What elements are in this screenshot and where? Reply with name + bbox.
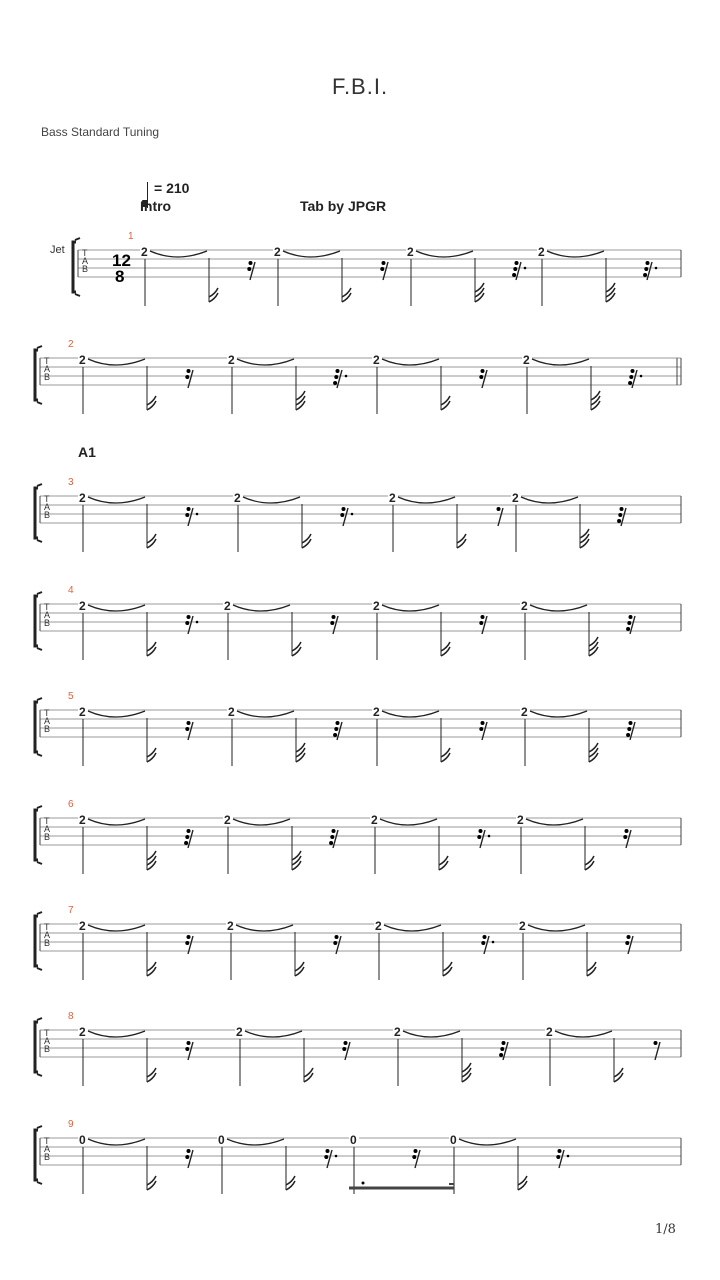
fret-number: 2 (228, 353, 235, 367)
rest-flag (380, 267, 384, 271)
rest-flag (620, 507, 624, 511)
rest-flag (479, 829, 483, 833)
fret-number: 2 (234, 491, 241, 505)
clef-letter: A (44, 716, 51, 726)
clef-letter: B (44, 938, 51, 948)
rest-flag (627, 935, 631, 939)
fret-number: 2 (79, 919, 86, 933)
rest-flag (187, 615, 191, 619)
bracket-hook (37, 968, 42, 970)
fret-number: 0 (218, 1133, 225, 1147)
rest-flag (333, 941, 337, 945)
tie-arc (88, 1031, 145, 1037)
tie-arc (521, 497, 578, 503)
rest-flag (185, 621, 189, 625)
page-number: 1/8 (655, 1222, 676, 1237)
tie-arc (227, 1139, 284, 1145)
rest-flag (643, 273, 647, 277)
tie-arc (150, 251, 207, 257)
fret-number: 2 (407, 245, 414, 259)
rest-flag (558, 1149, 562, 1153)
tie-arc (459, 1139, 516, 1145)
clef-letter: A (82, 256, 89, 266)
staff-bracket (35, 1022, 38, 1072)
rest-flag (646, 261, 650, 265)
rest-flag (324, 1155, 328, 1159)
tab-credit: Tab by JPGR (300, 198, 387, 214)
clef-letter: B (82, 264, 89, 274)
fret-number: 2 (274, 245, 281, 259)
rest-flag (330, 835, 334, 839)
rest-flag (187, 721, 191, 725)
rest-flag (479, 375, 483, 379)
clef-letter: T (44, 602, 50, 612)
rest-flag (184, 841, 188, 845)
fret-number: 2 (79, 1025, 86, 1039)
fret-number: 2 (79, 491, 86, 505)
bar-number: 4 (68, 585, 74, 596)
bar-number: 3 (68, 477, 74, 488)
tie-arc (398, 497, 455, 503)
tie-arc (526, 819, 583, 825)
bracket-hook (37, 402, 42, 404)
rest-flag (617, 519, 621, 523)
fret-number: 2 (538, 245, 545, 259)
bar-number: 1 (128, 231, 134, 242)
rest-flag (513, 267, 517, 271)
tie-arc (382, 711, 439, 717)
staff-bracket (35, 916, 38, 966)
rest-flag (479, 727, 483, 731)
rest-flag (185, 513, 189, 517)
bracket-hook (37, 1074, 42, 1076)
rest-flag (187, 369, 191, 373)
fret-number: 2 (373, 599, 380, 613)
tie-arc (236, 925, 293, 931)
instrument-name: Jet (50, 244, 65, 256)
tie-arc (528, 925, 585, 931)
fret-number: 2 (521, 599, 528, 613)
rest-flag (414, 1149, 418, 1153)
staff-bracket (35, 488, 38, 538)
rest-flag (627, 621, 631, 625)
clef-letter: T (44, 494, 50, 504)
fret-number: 0 (450, 1133, 457, 1147)
fret-number: 2 (224, 599, 231, 613)
rest-flag (342, 1047, 346, 1051)
rest-flag (515, 261, 519, 265)
fret-number: 2 (521, 705, 528, 719)
clef-letter: T (44, 1136, 50, 1146)
rest-flag (483, 935, 487, 939)
bracket-hook (37, 698, 42, 700)
tie-arc (237, 359, 294, 365)
rest-flag (481, 941, 485, 945)
bracket-hook (37, 592, 42, 594)
bracket-hook (37, 540, 42, 542)
rest-flag (654, 1041, 658, 1045)
tie-arc (416, 251, 473, 257)
tie-arc (382, 605, 439, 611)
rest-flag (497, 507, 501, 511)
tie-arc (233, 819, 290, 825)
rest-dot (640, 375, 643, 378)
fret-number: 2 (371, 813, 378, 827)
fret-number: 2 (389, 491, 396, 505)
rest-flag (512, 273, 516, 277)
bracket-hook (75, 238, 80, 240)
rest-flag (481, 721, 485, 725)
rest-flag (340, 513, 344, 517)
clef-letter: T (82, 248, 88, 258)
bracket-hook (37, 806, 42, 808)
fret-number: 2 (523, 353, 530, 367)
rest-flag (185, 835, 189, 839)
tie-arc (88, 1139, 145, 1145)
fret-number: 2 (79, 813, 86, 827)
bar-number: 6 (68, 799, 74, 810)
rest-flag (627, 727, 631, 731)
tie-arc (530, 711, 587, 717)
rest-flag (500, 1047, 504, 1051)
rest-flag (332, 615, 336, 619)
section-label-intro: Intro (140, 198, 172, 214)
rest-dot (351, 513, 354, 516)
fret-number: 0 (79, 1133, 86, 1147)
rest-flag (644, 267, 648, 271)
beam-dot (362, 1182, 365, 1185)
staff-bracket (35, 702, 38, 752)
rest-flag (631, 369, 635, 373)
staff-bracket (35, 596, 38, 646)
rest-flag (330, 621, 334, 625)
bar-number: 5 (68, 691, 74, 702)
rest-flag (187, 935, 191, 939)
rest-flag (629, 615, 633, 619)
rest-flag (481, 369, 485, 373)
fret-number: 2 (373, 705, 380, 719)
tie-arc (380, 819, 437, 825)
bracket-hook (37, 1182, 42, 1184)
clef-letter: A (44, 610, 51, 620)
clef-letter: B (44, 618, 51, 628)
tie-arc (403, 1031, 460, 1037)
fret-number: 0 (350, 1133, 357, 1147)
bracket-hook (37, 862, 42, 864)
tie-arc (555, 1031, 612, 1037)
tie-arc (243, 497, 300, 503)
tie-arc (237, 711, 294, 717)
fret-number: 2 (79, 599, 86, 613)
rest-flag (556, 1155, 560, 1159)
tie-arc (88, 819, 145, 825)
clef-letter: A (44, 364, 51, 374)
fret-number: 2 (373, 353, 380, 367)
bar-number: 7 (68, 905, 74, 916)
rest-flag (625, 941, 629, 945)
rest-flag (187, 507, 191, 511)
rest-flag (336, 721, 340, 725)
rest-flag (333, 381, 337, 385)
rest-flag (626, 733, 630, 737)
rest-flag (185, 1047, 189, 1051)
rest-flag (185, 727, 189, 731)
rest-flag (477, 835, 481, 839)
rest-flag (326, 1149, 330, 1153)
rest-flag (185, 375, 189, 379)
staff-bracket (35, 350, 38, 400)
rest-flag (623, 835, 627, 839)
bracket-hook (37, 754, 42, 756)
clef-letter: A (44, 930, 51, 940)
rest-dot (492, 941, 495, 944)
tie-arc (88, 359, 145, 365)
tie-arc (88, 605, 145, 611)
fret-number: 2 (394, 1025, 401, 1039)
fret-number: 2 (236, 1025, 243, 1039)
bracket-hook (37, 648, 42, 650)
rest-flag (249, 261, 253, 265)
tie-arc (88, 711, 145, 717)
clef-letter: B (44, 1152, 51, 1162)
rest-flag (187, 1149, 191, 1153)
tie-arc (245, 1031, 302, 1037)
bracket-hook (37, 484, 42, 486)
rest-dot (345, 375, 348, 378)
bar-number: 8 (68, 1011, 74, 1022)
rest-flag (618, 513, 622, 517)
tie-arc (283, 251, 340, 257)
tie-arc (532, 359, 589, 365)
rest-flag (382, 261, 386, 265)
clef-letter: A (44, 1144, 51, 1154)
song-title: F.B.I. (331, 74, 389, 99)
clef-letter: A (44, 1036, 51, 1046)
rest-dot (488, 835, 491, 838)
rest-flag (335, 935, 339, 939)
rest-dot (196, 513, 199, 516)
fret-number: 2 (141, 245, 148, 259)
tuning-label: Bass Standard Tuning (41, 125, 160, 139)
tie-arc (88, 497, 145, 503)
fret-number: 2 (224, 813, 231, 827)
rest-dot (524, 267, 527, 270)
time-signature-top: 12 (112, 251, 131, 270)
clef-letter: B (44, 372, 51, 382)
clef-letter: T (44, 816, 50, 826)
fret-number: 2 (519, 919, 526, 933)
rest-flag (628, 381, 632, 385)
fret-number: 2 (517, 813, 524, 827)
fret-number: 2 (227, 919, 234, 933)
tie-arc (530, 605, 587, 611)
fret-number: 2 (512, 491, 519, 505)
bracket-hook (37, 346, 42, 348)
rest-flag (412, 1155, 416, 1159)
fret-number: 2 (228, 705, 235, 719)
bar-number: 2 (68, 339, 74, 350)
clef-letter: T (44, 356, 50, 366)
rest-flag (629, 721, 633, 725)
fret-number: 2 (375, 919, 382, 933)
tempo-marking: = 210 (154, 180, 190, 196)
rest-flag (187, 1041, 191, 1045)
section-label-a1: A1 (78, 444, 96, 460)
rest-flag (334, 375, 338, 379)
fret-number: 2 (79, 705, 86, 719)
tie-arc (384, 925, 441, 931)
time-signature-bottom: 8 (115, 267, 125, 286)
clef-letter: T (44, 708, 50, 718)
bar-number: 9 (68, 1119, 74, 1130)
rest-flag (629, 375, 633, 379)
clef-letter: B (44, 832, 51, 842)
rest-flag (626, 627, 630, 631)
rest-dot (196, 621, 199, 624)
rest-dot (655, 267, 658, 270)
rest-flag (499, 1053, 503, 1057)
rest-flag (344, 1041, 348, 1045)
staff-bracket (35, 810, 38, 860)
rest-flag (479, 621, 483, 625)
bracket-hook (37, 1126, 42, 1128)
clef-letter: B (44, 1044, 51, 1054)
clef-letter: T (44, 1028, 50, 1038)
clef-letter: B (44, 724, 51, 734)
clef-letter: A (44, 824, 51, 834)
rest-flag (625, 829, 629, 833)
rest-flag (247, 267, 251, 271)
rest-flag (481, 615, 485, 619)
tie-arc (382, 359, 439, 365)
bracket-hook (37, 912, 42, 914)
tie-arc (88, 925, 145, 931)
fret-number: 2 (546, 1025, 553, 1039)
rest-flag (332, 829, 336, 833)
rest-flag (502, 1041, 506, 1045)
rest-dot (567, 1155, 570, 1158)
rest-flag (342, 507, 346, 511)
rest-dot (335, 1155, 338, 1158)
rest-flag (187, 829, 191, 833)
rest-flag (334, 727, 338, 731)
rest-flag (185, 941, 189, 945)
clef-letter: B (44, 510, 51, 520)
rest-flag (329, 841, 333, 845)
bracket-hook (75, 294, 80, 296)
clef-letter: A (44, 502, 51, 512)
rest-flag (333, 733, 337, 737)
fret-number: 2 (79, 353, 86, 367)
rest-flag (185, 1155, 189, 1159)
bracket-hook (37, 1018, 42, 1020)
staff-bracket (73, 242, 76, 292)
tie-arc (233, 605, 290, 611)
rest-flag (336, 369, 340, 373)
tie-arc (547, 251, 604, 257)
clef-letter: T (44, 922, 50, 932)
staff-bracket (35, 1130, 38, 1180)
